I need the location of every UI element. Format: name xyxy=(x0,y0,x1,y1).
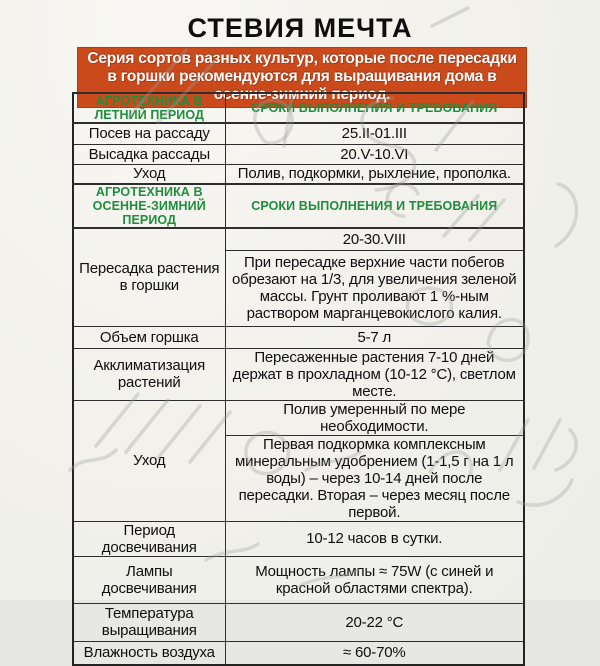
repotting-label: Пересадка растения в горшки xyxy=(73,228,225,326)
care-winter-watering-value: Полив умеренный по мере необходимости. xyxy=(225,400,524,435)
series-description-banner: Серия сортов разных культур, которые после пересадки в горшки рекомендуются для выращивания дома в осенне-зимний период. xyxy=(77,47,527,108)
planting-out-label: Высадка рассады xyxy=(73,144,225,164)
care-winter-label: Уход xyxy=(73,400,225,521)
summer-section-header-row xyxy=(73,93,524,123)
sowing-label: Посев на рассаду xyxy=(73,123,225,144)
planting-out-value: 20.V-10.VI xyxy=(225,144,524,164)
care-summer-label: Уход xyxy=(73,164,225,184)
table-row-lamps xyxy=(73,556,524,603)
lamps-value: Мощность лампы ≈ 75W (с синей и красной областями спектра). xyxy=(225,556,524,603)
light-period-label: Период досвечивания xyxy=(73,521,225,556)
repotting-dates-value: 20-30.VIII xyxy=(225,228,524,250)
table-row-care-summer xyxy=(73,164,524,184)
table-row-sowing xyxy=(73,123,524,144)
summer-section-title: АГРОТЕХНИКА В ЛЕТНИЙ ПЕРИОД xyxy=(73,93,225,123)
table-row-planting-out xyxy=(73,144,524,164)
sowing-value: 25.II-01.III xyxy=(225,123,524,144)
care-summer-value: Полив, подкормки, рыхление, прополка. xyxy=(225,164,524,184)
table-row-temperature xyxy=(73,603,524,641)
table-row-repotting-dates xyxy=(73,228,524,250)
page-title: СТЕВИЯ МЕЧТА xyxy=(187,13,413,43)
table-row-acclimatization xyxy=(73,348,524,400)
temperature-value: 20-22 °C xyxy=(225,603,524,641)
humidity-value: ≈ 60-70% xyxy=(225,641,524,665)
light-period-value: 10-12 часов в сутки. xyxy=(225,521,524,556)
autumn-requirements-title: СРОКИ ВЫПОЛНЕНИЯ И ТРЕБОВАНИЯ xyxy=(225,184,524,228)
repotting-note-value: При пересадке верхние части побегов обрезают на 1/3, для увеличения зеленой массы. Грунт проливают 1 %-ным раствором марганцевокислого калия. xyxy=(225,250,524,326)
table-row-care-winter-watering xyxy=(73,400,524,435)
agrotechnics-table xyxy=(72,92,525,666)
autumn-section-header-row xyxy=(73,184,524,228)
summer-requirements-title: СРОКИ ВЫПОЛНЕНИЯ И ТРЕБОВАНИЯ xyxy=(225,93,524,123)
care-winter-feeding-value: Первая подкормка комплексным минеральным удобрением (1-1,5 г на 1 л воды) – через 10-14 дней после пересадки. Вторая – через месяц после первой. xyxy=(225,435,524,521)
pot-volume-label: Объем горшка xyxy=(73,326,225,348)
humidity-label: Влажность воздуха xyxy=(73,641,225,665)
table-row-pot-volume xyxy=(73,326,524,348)
table-row-humidity xyxy=(73,641,524,665)
autumn-section-title: АГРОТЕХНИКА В ОСЕННЕ-ЗИМНИЙ ПЕРИОД xyxy=(73,184,225,228)
table-row-light-period xyxy=(73,521,524,556)
acclimatization-label: Акклиматизация растений xyxy=(73,348,225,400)
lamps-label: Лампы досвечивания xyxy=(73,556,225,603)
temperature-label: Температура выращивания xyxy=(73,603,225,641)
acclimatization-value: Пересаженные растения 7-10 дней держат в прохладном (10-12 °C), светлом месте. xyxy=(225,348,524,400)
pot-volume-value: 5-7 л xyxy=(225,326,524,348)
